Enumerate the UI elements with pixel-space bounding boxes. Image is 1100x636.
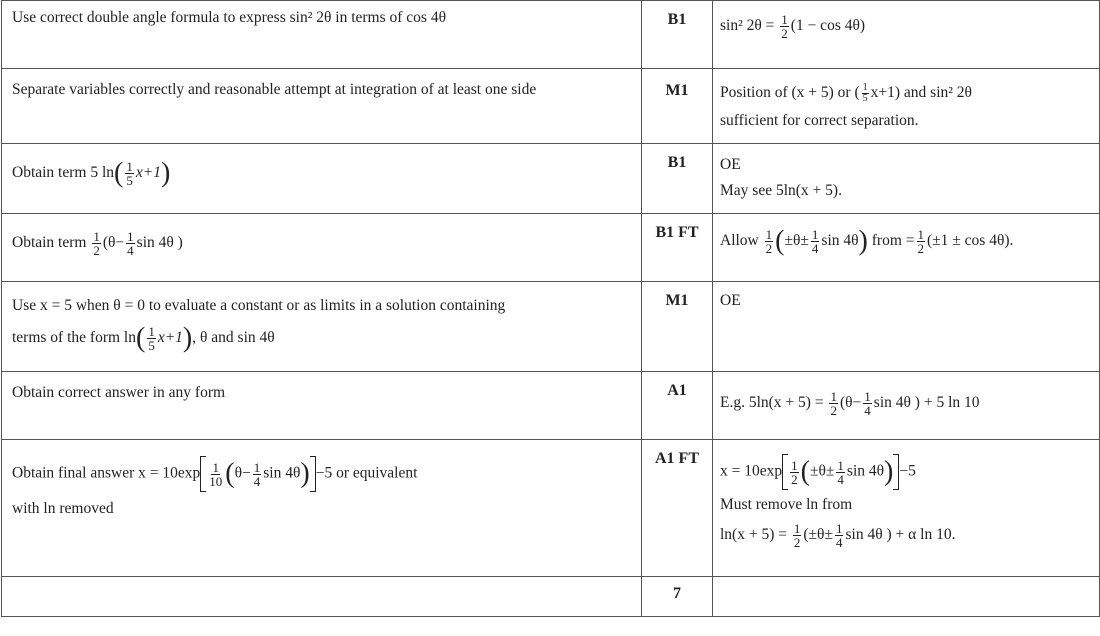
row-guidance: x = 10exp $\frac{1}{2}$ (±θ± $\frac{1}{4}$ sin 4θ) −5 Must remove ln from ln(x + 5) = $\frac{1}{2}$ (±θ± $\frac{1}{4}$ sin 4θ ) + α ln 10.: [720, 456, 956, 550]
row-description: Use correct double angle formula to express sin² 2θ in terms of cos 4θ: [12, 9, 447, 26]
row-guidance: OE: [720, 292, 741, 309]
table-row: [2, 372, 1100, 440]
table-row: [2, 144, 1100, 214]
row-description: Separate variables correctly and reasonable attempt at integration of at least one side: [12, 81, 537, 98]
row-guidance: sin² 2θ = $\frac{1}{2}$ (1 − cos 4θ): [720, 12, 866, 41]
row-description: Obtain term 5 ln( $\frac{1}{5}$ x+1): [12, 157, 171, 189]
table-row: [2, 577, 1100, 617]
row-mark: M1: [665, 292, 689, 309]
row-mark: A1: [667, 382, 687, 399]
row-description: [2, 577, 641, 593]
row-description: Obtain term $\frac{1}{2}$ (θ− $\frac{1}{4}$ sin 4θ ): [12, 229, 183, 258]
row-description: Obtain final answer x = 10exp $\frac{1}{10}$ (θ− $\frac{1}{4}$ sin 4θ) −5 or equivalent with ln removed: [12, 458, 418, 517]
row-guidance: OE May see 5ln(x + 5).: [720, 156, 842, 199]
table-row: [2, 1, 1100, 69]
row-mark: B1: [667, 11, 687, 28]
row-mark: B1 FT: [655, 224, 699, 241]
table-row: [2, 214, 1100, 282]
mark-scheme-table: [1, 0, 1100, 617]
table-row: [2, 440, 1100, 577]
row-description: Use x = 5 when θ = 0 to evaluate a constant or as limits in a solution containing terms of the form ln( $\frac{1}{5}$ x+1), θ and sin 4θ: [12, 297, 506, 354]
row-guidance: Position of (x + 5) or ( $\frac{1}{5}$ x+1) and sin² 2θ sufficient for correct separation.: [720, 81, 972, 129]
table-row: [2, 69, 1100, 144]
row-mark: B1: [667, 154, 687, 171]
total-mark: 7: [673, 585, 681, 602]
row-guidance: E.g. 5ln(x + 5) = $\frac{1}{2}$ (θ− $\frac{1}{4}$ sin 4θ ) + 5 ln 10: [720, 389, 980, 418]
row-description: Obtain correct answer in any form: [12, 384, 226, 401]
table-row: [2, 282, 1100, 372]
row-guidance: Allow $\frac{1}{2}$ (±θ± $\frac{1}{4}$ sin 4θ) from = $\frac{1}{2}$ (±1 ± cos 4θ).: [720, 225, 1014, 257]
row-mark: A1 FT: [655, 450, 699, 467]
row-guidance: [713, 577, 1099, 593]
row-mark: M1: [665, 82, 689, 99]
